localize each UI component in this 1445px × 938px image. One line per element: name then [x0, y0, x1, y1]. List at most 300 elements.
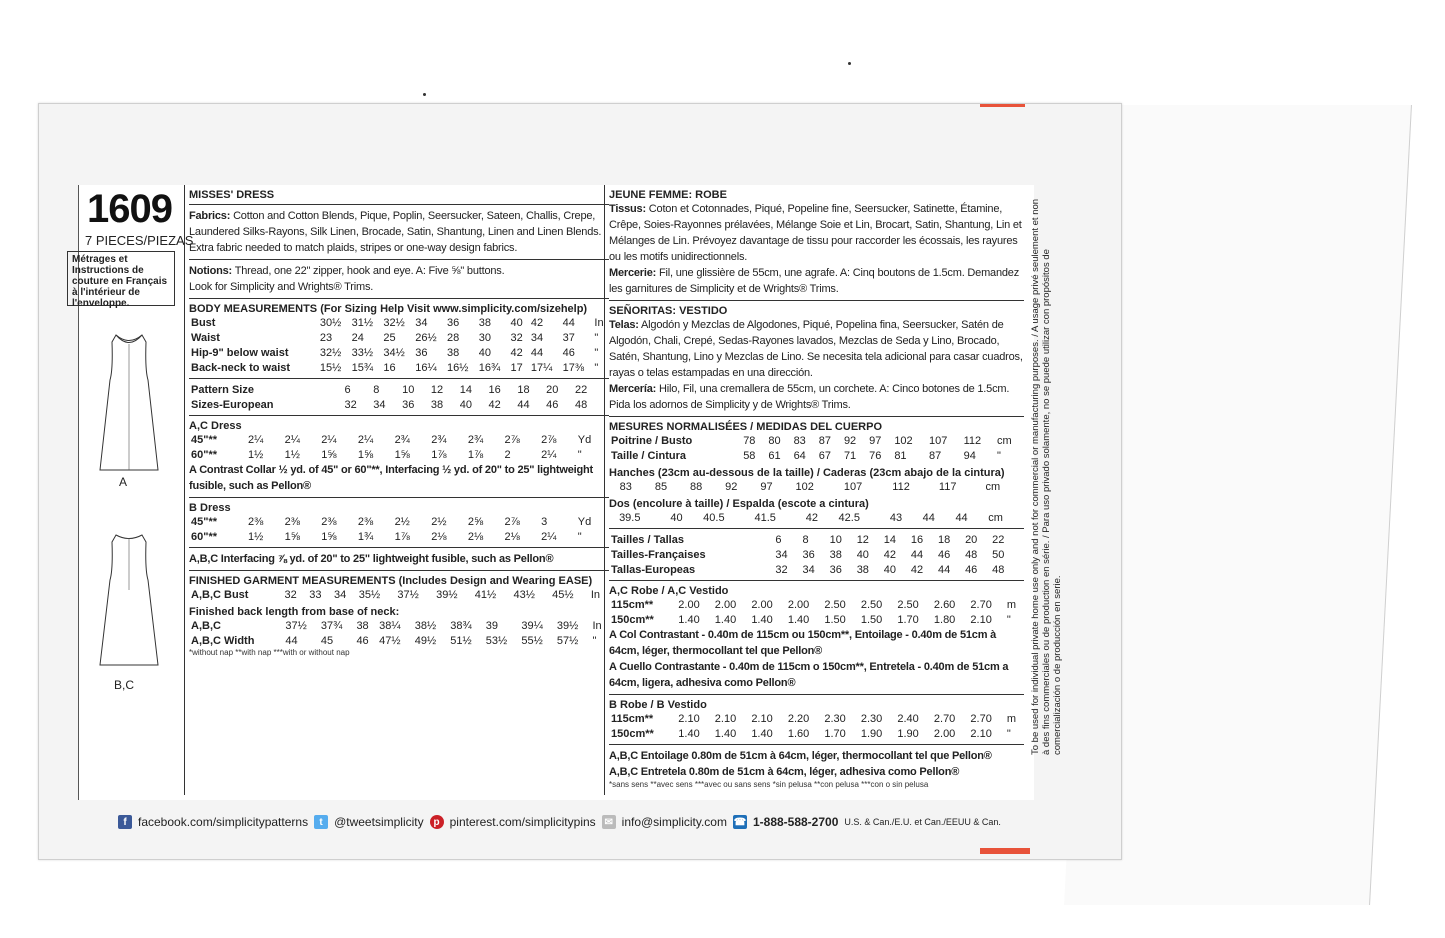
table-cell: 16¼ [415, 361, 437, 374]
table-row [189, 514, 609, 529]
table-cell: 2½ [431, 515, 447, 528]
table-cell: 16½ [446, 361, 469, 374]
table-cell: 107 [928, 434, 948, 447]
table-cell: 53½ [485, 634, 508, 647]
table-cell: 112 [963, 434, 982, 447]
table-cell: 2.30 [860, 712, 883, 725]
table-cell: 88 [690, 480, 703, 493]
table-cell: 2.50 [860, 598, 883, 611]
table-cell: 6 [344, 383, 351, 396]
table-row [609, 547, 1024, 562]
row-label: 115cm** [611, 598, 654, 611]
table-cell: 15¾ [351, 361, 374, 374]
table-cell: 37½ [285, 619, 307, 632]
table-cell: 30½ [319, 316, 342, 329]
table-cell: 10 [402, 383, 415, 396]
table-cell: 44 [922, 511, 935, 524]
unit-cell: In [590, 588, 601, 601]
trims-text: Look for Simplicity and Wrights® Trims. [189, 281, 374, 293]
table-cell: 102 [894, 434, 913, 447]
row-label: Sizes-European [191, 398, 274, 411]
table-cell: 46 [546, 398, 559, 411]
dos-title: Dos (encolure à taille) / Espalda (escote a cintura) [609, 498, 869, 510]
table-cell: 44 [517, 398, 530, 411]
table-cell: 2¼ [541, 530, 557, 543]
table-cell: 43½ [513, 588, 535, 601]
table-cell: 34 [415, 316, 428, 329]
french-spanish-column [604, 185, 1024, 795]
table-cell: 34 [775, 548, 788, 561]
speck [423, 93, 426, 96]
table-cell: 64 [793, 449, 806, 462]
body-measurements-title: BODY MEASUREMENTS (For Sizing Help Visit www.simplicity.com/sizehelp) [189, 303, 588, 315]
unit-cell: " [1006, 613, 1011, 626]
table-cell: 1⅝ [321, 530, 337, 543]
table-cell: 1.40 [678, 727, 700, 740]
row-label: 150cm** [611, 727, 654, 740]
table-cell: 6 [775, 533, 782, 546]
table-cell: 46 [356, 634, 369, 647]
table-cell: 37¾ [320, 619, 343, 632]
email-link[interactable]: info@simplicity.com [621, 815, 727, 829]
unit-cell [1017, 562, 1024, 577]
ac-dress-table [189, 432, 609, 462]
table-cell: 2.40 [897, 712, 919, 725]
table-cell: 1.40 [751, 727, 773, 740]
table-cell: 1.60 [787, 727, 810, 740]
metric-ac-table [609, 597, 1024, 627]
table-cell: 17 [510, 361, 523, 374]
metric-body-table [609, 433, 1024, 463]
table-cell: 12 [430, 383, 444, 396]
pattern-number: 1609 [87, 187, 172, 231]
table-row [189, 432, 609, 447]
col-es-text: A Cuello Contrastante - 0.40m de 115cm o 150cm**, Entretela - 0.40m de 51cm a 64cm, ligera, adhesiva como Pellon® [609, 661, 1009, 689]
speck [848, 62, 851, 65]
row-label: Waist [191, 331, 220, 344]
table-cell: 44 [562, 316, 575, 329]
phone-number[interactable]: 1-888-588-2700 [752, 815, 839, 829]
table-cell: 2⅜ [284, 515, 300, 528]
english-title: MISSES' DRESS [189, 189, 275, 201]
pinterest-link[interactable]: pinterest.com/simplicitypins [449, 815, 596, 829]
table-row [609, 612, 1024, 627]
table-row [609, 510, 1024, 525]
table-row [609, 726, 1024, 741]
finished-bust-table [189, 587, 609, 602]
table-cell: 87 [818, 434, 831, 447]
table-cell: 2.70 [933, 712, 956, 725]
table-cell: 38 [430, 398, 444, 411]
table-cell: 16 [488, 383, 501, 396]
table-cell: 1⅞ [467, 448, 484, 461]
table-cell: 1⅞ [431, 448, 447, 461]
table-cell: 20 [546, 383, 559, 396]
table-cell: 61 [768, 449, 781, 462]
table-cell: 1¾ [357, 530, 374, 543]
table-cell: 2⅛ [467, 530, 484, 543]
row-label: 45"** [191, 515, 218, 528]
row-label: Taille / Cintura [611, 449, 686, 462]
table-cell: 1.70 [897, 613, 919, 626]
finished-length-table [189, 618, 609, 648]
table-cell: 112 [892, 480, 910, 493]
table-cell: 87 [928, 449, 942, 462]
table-cell: 17¼ [530, 361, 553, 374]
finished-title: FINISHED GARMENT MEASUREMENTS (Includes Design and Wearing EASE) [189, 575, 593, 587]
table-cell: 2⅜ [357, 515, 374, 528]
unit-cell: " [1006, 727, 1011, 740]
unit-cell: " [594, 361, 599, 374]
table-cell: 26½ [415, 331, 437, 344]
table-cell: 8 [802, 533, 809, 546]
table-cell: 2¾ [467, 433, 484, 446]
table-cell: 1⅝ [357, 448, 374, 461]
table-row [189, 330, 609, 345]
table-cell: 51½ [450, 634, 472, 647]
table-cell: 16 [910, 533, 924, 546]
table-cell: 1⅝ [321, 448, 337, 461]
table-cell: 32½ [319, 346, 342, 359]
table-cell: 97 [760, 480, 773, 493]
metric-b-title: B Robe / B Vestido [609, 699, 707, 711]
red-tape-mark-bottom [980, 848, 1030, 854]
metric-footnote: *sans sens **avec sens ***avec ou sans sens *sin pelusa **con pelusa ***con o sin pelusa [609, 780, 929, 789]
table-cell: 2¼ [357, 433, 374, 446]
ac-collar-text: A Contrast Collar ½ yd. of 45" or 60"**, Interfacing ½ yd. of 20" to 25" lightweight fusible, such as Pellon® [189, 464, 594, 492]
table-cell: 2¾ [394, 433, 410, 446]
table-cell: 40 [856, 548, 869, 561]
unit-cell: In [592, 619, 602, 632]
row-label: 150cm** [611, 613, 654, 626]
table-cell: 2.10 [678, 712, 700, 725]
table-cell: 1½ [248, 448, 264, 461]
table-cell: 42 [805, 511, 818, 524]
table-cell: 42 [883, 548, 897, 561]
table-cell: 31½ [351, 316, 374, 329]
table-cell: 2⅛ [504, 530, 520, 543]
pinterest-icon: p [430, 815, 444, 829]
unit-cell: m [1006, 712, 1017, 725]
table-cell: 46 [937, 548, 951, 561]
unit-cell: " [577, 530, 582, 543]
table-cell: 2.10 [714, 712, 737, 725]
table-cell: 10 [829, 533, 842, 546]
table-cell: 32 [344, 398, 357, 411]
table-cell: 2.10 [970, 613, 992, 626]
table-cell: 39½ [556, 619, 579, 632]
row-label: Tallas-Europeas [611, 563, 696, 576]
table-cell: 40 [478, 346, 492, 359]
english-column [184, 185, 609, 795]
table-cell: 8 [373, 383, 380, 396]
table-cell: 48 [965, 548, 978, 561]
table-cell: 1.80 [933, 613, 956, 626]
table-cell: 28 [446, 331, 460, 344]
table-cell: 2⅞ [504, 515, 520, 528]
table-cell: 38½ [414, 619, 437, 632]
table-cell: 50 [992, 548, 1005, 561]
usage-notice: To be used for individual private home use only and not for commercial or manufacturing purposes. / A usage privé seulement et non à des fins commerciales ou de production en série. / Para uso privado solamente, no se puede utilizar con propósitos de comercialización o de producción en serie. [1030, 198, 1063, 755]
table-cell: 36 [802, 548, 815, 561]
table-cell: 38 [829, 548, 842, 561]
table-cell: 34 [802, 563, 815, 576]
table-cell: 55½ [521, 634, 543, 647]
abc-es-text: A,B,C Entretela 0.80m de 51cm à 64cm, léger, adhesiva como Pellon® [609, 766, 960, 778]
table-row [189, 529, 609, 544]
table-cell: 2½ [394, 515, 410, 528]
table-cell: 48 [992, 563, 1005, 576]
table-row [189, 618, 609, 633]
table-cell: 36 [415, 346, 428, 359]
table-cell: 42 [510, 346, 523, 359]
table-row [189, 397, 609, 412]
row-label: A,B,C [191, 619, 221, 632]
unit-cell: " [577, 448, 582, 461]
table-cell: 44 [955, 511, 968, 524]
metric-title: MESURES NORMALISÉES / MEDIDAS DEL CUERPO [609, 421, 882, 433]
unit-cell: " [592, 634, 597, 647]
table-cell: 3 [541, 515, 548, 528]
table-cell: 46 [562, 346, 575, 359]
table-cell: 1.90 [897, 727, 919, 740]
twitter-icon: t [314, 815, 328, 829]
table-cell: 42 [530, 316, 544, 329]
twitter-link[interactable]: @tweetsimplicity [334, 815, 424, 829]
row-label: 115cm** [611, 712, 654, 725]
phone-region: U.S. & Can./E.U. et Can./EEUU & Can. [844, 817, 1001, 827]
table-cell: 41½ [474, 588, 497, 601]
table-cell: 12 [856, 533, 869, 546]
notions-text: Notions: Thread, one 22" zipper, hook and eye. A: Five ⅝" buttons. [189, 265, 505, 277]
table-cell: 2.10 [751, 712, 773, 725]
b-dress-table [189, 514, 609, 544]
table-cell: 1.40 [787, 613, 810, 626]
table-cell: 40 [883, 563, 897, 576]
table-cell: 38¼ [379, 619, 401, 632]
unit-cell: " [997, 449, 1001, 462]
mercerie-text: Mercerie: Fil, une glissière de 55cm, une agrafe. A: Cinq boutons de 1.5cm. Demandez les garnitures de Simplicity et de Wrights® Trims. [609, 267, 1020, 295]
table-cell: 102 [795, 480, 814, 493]
table-row [609, 562, 1024, 577]
table-cell: 45 [320, 634, 334, 647]
table-cell: 40 [670, 511, 683, 524]
table-cell: 40 [459, 398, 472, 411]
table-cell: 34½ [383, 346, 405, 359]
facebook-link[interactable]: facebook.com/simplicitypatterns [138, 815, 309, 829]
table-cell: 67 [818, 449, 831, 462]
table-cell: 117 [938, 480, 957, 493]
table-cell: 1.90 [860, 727, 883, 740]
row-label: Poitrine / Busto [611, 434, 693, 447]
table-cell: 83 [793, 434, 806, 447]
table-cell: 41.5 [754, 511, 776, 524]
facebook-icon: f [118, 815, 132, 829]
table-cell: 2⅝ [467, 515, 484, 528]
table-cell: 34 [530, 331, 544, 344]
table-cell: 14 [883, 533, 897, 546]
table-cell: 71 [843, 449, 857, 462]
table-row [189, 345, 609, 360]
pattern-pieces: 7 PIECES/PIEZAS [85, 233, 194, 248]
table-cell: 22 [574, 383, 588, 396]
phone-icon: ☎ [733, 816, 747, 828]
table-row [609, 711, 1024, 726]
abc-interfacing-text: A,B,C Interfacing ⅞ yd. of 20" to 25" lightweight fusible, such as Pellon® [189, 553, 554, 565]
table-cell: 33 [309, 588, 322, 601]
table-cell: 1.40 [751, 613, 773, 626]
table-cell: 37½ [397, 588, 419, 601]
row-label: Hip-9" below waist [191, 346, 289, 359]
table-row [609, 433, 1024, 448]
table-cell: 2.00 [751, 598, 773, 611]
table-cell: 78 [743, 434, 756, 447]
table-cell: 44 [910, 548, 924, 561]
table-cell: 83 [619, 480, 632, 493]
unit-cell [1017, 547, 1024, 562]
table-cell: 2.00 [787, 598, 810, 611]
table-cell: 18 [937, 533, 951, 546]
view-label-a: A [119, 475, 128, 489]
telas-text: Telas: Algodón y Mezclas de Algodones, Piqué, Popelina fina, Seersucker, Satén de Algodón, Chali, Crepé, Sedas-Rayones lavados, Mezclas de Seda y Lino, Brocado, Satén, Shantung, Lino y Mezclas de Lino. Se necesita tela adicional para casar cuadros, rayas o telas estampadas en una dirección. [609, 319, 1023, 379]
row-label: A,B,C Bust [191, 588, 249, 601]
table-cell: 2⅞ [504, 433, 520, 446]
table-cell: 2.00 [933, 727, 956, 740]
col-fr-text: A Col Contrastant - 0.40m de 115cm ou 150cm**, Entoilage - 0.40m de 51cm à 64cm, léger, thermocollant tel que Pellon® [609, 629, 997, 657]
table-cell: 15½ [319, 361, 342, 374]
table-cell: 36 [446, 316, 460, 329]
table-cell: 14 [459, 383, 472, 396]
table-cell: 42 [488, 398, 501, 411]
table-cell: 1.40 [714, 613, 737, 626]
table-cell: 94 [963, 449, 976, 462]
row-label: Bust [191, 316, 216, 329]
table-cell: 1.40 [714, 727, 737, 740]
table-cell: 30 [478, 331, 492, 344]
table-cell: 24 [351, 331, 364, 344]
table-cell: 47½ [379, 634, 401, 647]
dress-sketch-bc [94, 530, 164, 670]
table-row [189, 315, 609, 330]
french-instructions-box: Métrages et Instructions de couture en Français à l'intérieur de l'enveloppe. [67, 251, 175, 306]
table-cell: 2.00 [714, 598, 737, 611]
spanish-title: SEÑORITAS: VESTIDO [609, 305, 728, 317]
unit-cell: Yd [577, 433, 592, 446]
unit-cell: m [1006, 598, 1017, 611]
table-cell: 32 [284, 588, 297, 601]
table-cell: 48 [574, 398, 588, 411]
table-cell: 45½ [552, 588, 574, 601]
table-cell: 1½ [248, 530, 264, 543]
table-cell: 81 [894, 449, 907, 462]
table-cell: 35½ [358, 588, 381, 601]
table-cell: 2.60 [933, 598, 956, 611]
row-label: Tailles-Françaises [611, 548, 706, 561]
table-cell: 2.30 [824, 712, 846, 725]
row-label: 60"** [191, 448, 218, 461]
table-cell: 38 [446, 346, 460, 359]
dress-sketch-a [94, 330, 164, 480]
abc-fr-text: A,B,C Entoilage 0.80m de 51cm à 64cm, léger, thermocollant tel que Pellon® [609, 750, 992, 762]
table-cell: 44 [937, 563, 951, 576]
row-label: A,B,C Width [191, 634, 255, 647]
table-cell: 42.5 [838, 511, 860, 524]
table-cell: 36 [402, 398, 415, 411]
red-tape-mark [980, 104, 1025, 107]
metric-b-table [609, 711, 1024, 741]
table-cell: 107 [843, 480, 863, 493]
table-cell: 2⅛ [431, 530, 447, 543]
table-cell: 44 [285, 634, 298, 647]
table-row [189, 633, 609, 648]
table-row [189, 447, 609, 462]
table-cell: 2.70 [970, 712, 992, 725]
unit-cell: cm [985, 480, 1001, 493]
table-cell: 2.10 [970, 727, 992, 740]
tissus-text: Tissus: Coton et Cotonnades, Piqué, Popeline fine, Seersucker, Satinette, Étamine, Crêpe, Soies-Rayonnes prélavées, Mélange Soie et Lin, Brocart, Satin, Shantung, Lin et Mélanges de Lin. Prévoyez davantage de tissu pour raccorder les écossais, les rayures ou les motifs unidirectionnels. [609, 203, 1022, 263]
table-cell: 38 [356, 619, 369, 632]
merceria-text: Mercería: Hilo, Fil, una cremallera de 55cm, un corchete. A: Cinco botones de 1.5cm. Pida los adornos de Simplicity y de Wrights® Trims. [609, 383, 1010, 411]
table-cell: 40.5 [703, 511, 725, 524]
table-row [189, 360, 609, 375]
fabrics-text: Fabrics: Cotton and Cotton Blends, Pique, Poplin, Seersucker, Sateen, Challis, Crepe, Laundered Silks-Rayons, Silk Linen, Brocade, Satin, Shantung, Linen and Linen Blends. Extra fabric needed to match plaids, stripes or one-way design fabrics. [189, 210, 602, 254]
hanches-title: Hanches (23cm au-dessous de la taille) / Caderas (23cm abajo de la cintura) [609, 467, 1005, 479]
pattern-size-table [189, 382, 609, 412]
metric-size-table [609, 532, 1024, 577]
table-cell: 38 [856, 563, 869, 576]
table-cell: 1.50 [824, 613, 846, 626]
table-cell: 1.50 [860, 613, 883, 626]
table-cell: 34 [373, 398, 386, 411]
row-label: Pattern Size [191, 383, 254, 396]
unit-cell [1017, 532, 1024, 547]
table-row [189, 587, 609, 602]
table-cell: 2.00 [678, 598, 700, 611]
hanches-table [609, 479, 1024, 494]
email-icon: ✉ [602, 815, 616, 829]
table-cell: 2.50 [897, 598, 919, 611]
unit-cell: " [594, 331, 599, 344]
table-row [189, 382, 609, 397]
table-cell: 46 [965, 563, 978, 576]
unit-cell: cm [997, 434, 1012, 447]
b-dress-title: B Dress [189, 502, 231, 514]
table-cell: 2¼ [248, 433, 264, 446]
table-cell: 2⅜ [321, 515, 337, 528]
table-cell: 37 [562, 331, 575, 344]
table-cell: 36 [829, 563, 842, 576]
table-cell: 2⅞ [541, 433, 557, 446]
unit-cell: " [594, 346, 599, 359]
table-cell: 80 [768, 434, 781, 447]
table-cell: 20 [965, 533, 978, 546]
row-label [609, 479, 618, 494]
table-cell: 44 [530, 346, 544, 359]
table-cell: 1⅝ [284, 530, 300, 543]
pattern-info-panel [72, 185, 1034, 800]
table-cell: 16 [383, 361, 396, 374]
table-cell: 2.70 [970, 598, 992, 611]
row-label: Tailles / Tallas [611, 533, 684, 546]
row-label: 60"** [191, 530, 218, 543]
table-cell: 39.5 [619, 511, 641, 524]
unit-cell: In [594, 316, 604, 329]
table-cell: 97 [869, 434, 882, 447]
table-cell: 2⅜ [248, 515, 264, 528]
ac-dress-title: A,C Dress [189, 420, 242, 432]
table-cell: 1⅞ [394, 530, 410, 543]
table-cell: 42 [910, 563, 924, 576]
